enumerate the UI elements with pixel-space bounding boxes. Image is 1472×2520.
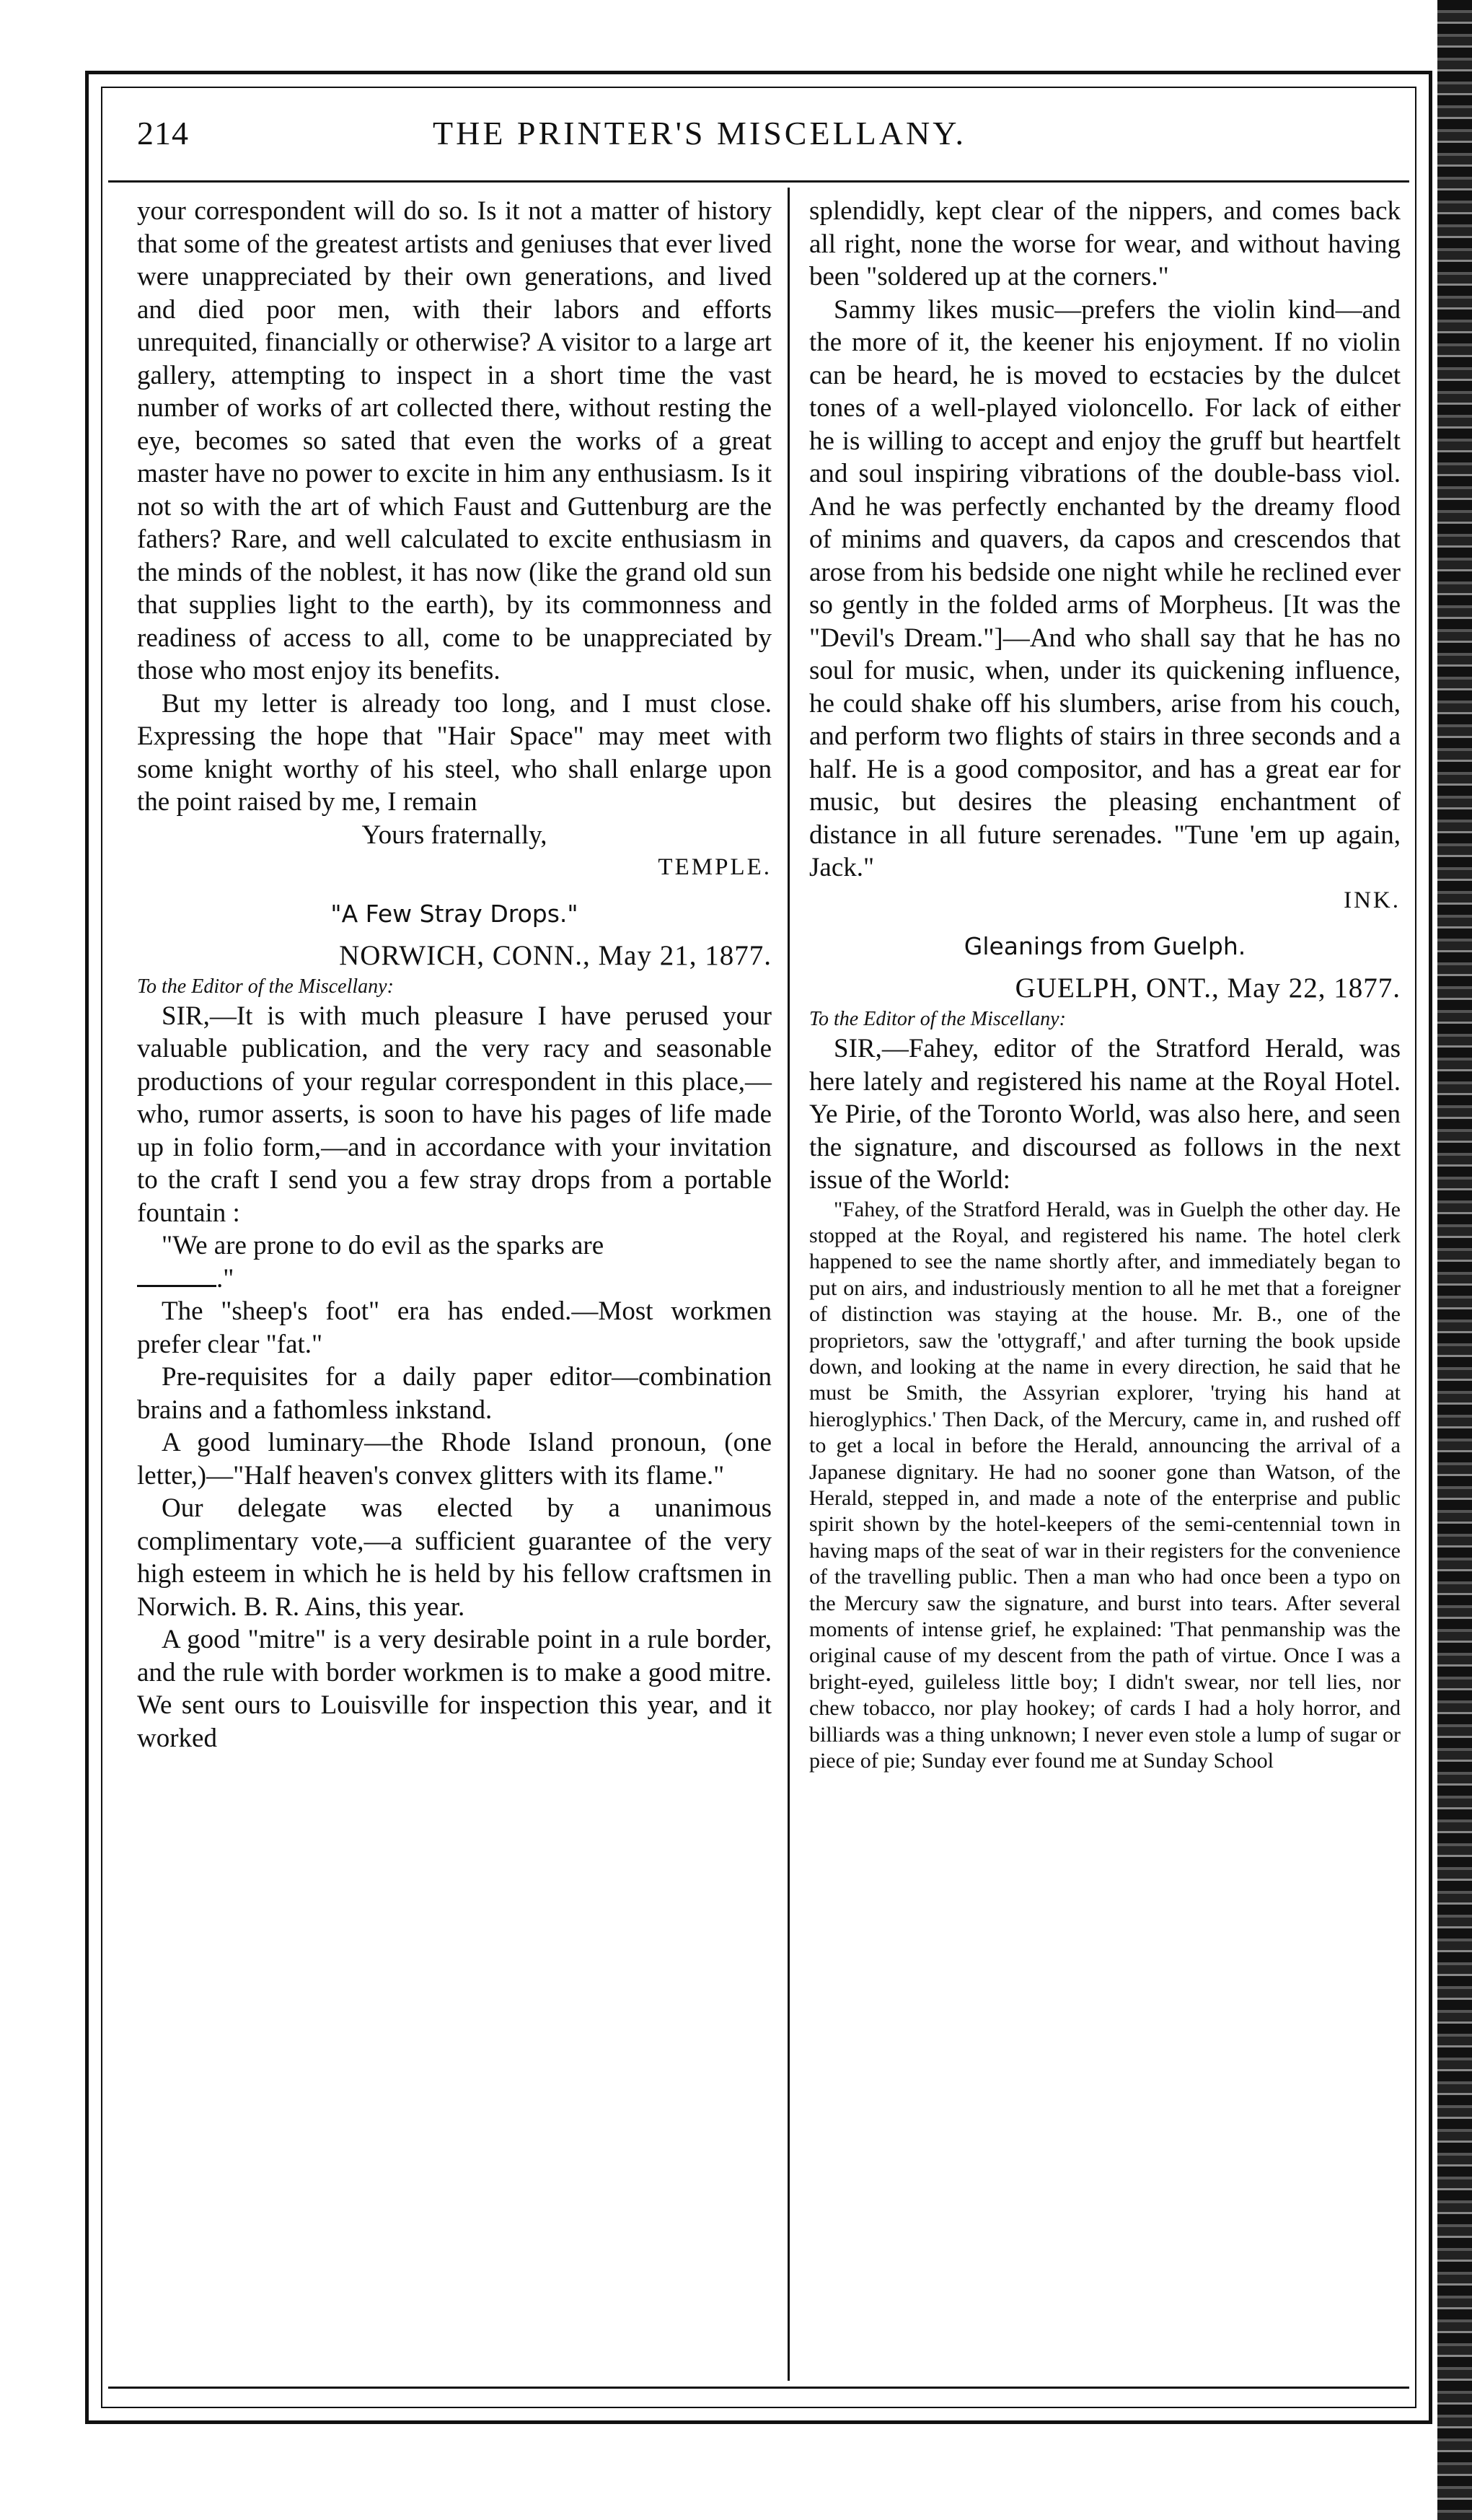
right-column: [809, 195, 1401, 1774]
paragraph: A good "mitre" is a very desirable point in a rule border, and the rule with border workmen is to make a good mitre. We sent ours to Louisville for inspection this year, and it worked: [137, 1625, 772, 1753]
quote-end: .": [216, 1263, 234, 1294]
left-column: [137, 195, 772, 1755]
paragraph: Sammy likes music—prefers the violin kind—and the more of it, the keener his enjoyment. If no violin can be heard, he is moved to ecstacies by the dulcet tones of a well-played violoncello. For lack of either he is willing to accept and enjoy the gruff but heartfelt and soul inspiring vibrations of the double-bass viol. And he was perfectly enchanted by the dreamy flood of minims and quavers, da capos and crescendos that arose from his bedside one night while he reclined ever so gently in the folded arms of Morpheus. [It was the "Devil's Dream."]—And who shall say that he has no soul for music, when, under its quickening influence, he could shake off his slumbers, arise from his couch, and perform two flights of stairs in three seconds and a half. He is a good compositor, and has a great ear for music, but desires the pleasing enchantment of distance in all future serenades. "Tune 'em up again, Jack.": [809, 294, 1401, 882]
footer-rule: [108, 2387, 1409, 2389]
running-head: THE PRINTER'S MISCELLANY.: [433, 115, 966, 152]
paragraph: SIR,—It is with much pleasure I have perused your valuable publication, and the very racy and seasonable productions of your regular correspondent in this place,—who, rumor asserts, is soon to have his pages of life made up in folio form,—and in accordance with your invitation to the craft I send you a few stray drops from a portable fountain :: [137, 1001, 772, 1228]
article-title: "A Few Stray Drops.": [330, 899, 578, 928]
header-rule: [108, 180, 1409, 183]
paragraph: Our delegate was elected by a unanimous complimentary vote,—a sufficient guarantee of the very high esteem in which he is held by his fellow craftsmen in Norwich. B. R. Ains, this year.: [137, 1493, 772, 1622]
letter-closing: Yours fraternally,: [361, 820, 547, 850]
article-title: Gleanings from Guelph.: [964, 932, 1246, 960]
paragraph: your correspondent will do so. Is it not a matter of history that some of the greatest artists and geniuses that ever lived were unappreciated by their own generations, and lived and died poor men, with their labors and efforts unrequited, financially or otherwise? A visitor to a large art gallery, attempting to inspect in a short time the vast number of works of art collected there, without resting the eye, becomes so sated that even the works of a great master have no power to excite in him any enthusiasm. Is it not so with the art of which Faust and Guttenburg are the fathers? Rare, and well calculated to excite enthusiasm in the minds of the noblest, it has now (like the grand old sun that supplies light to the earth), by its commonness and readiness of access to all, come to be unappreciated by those who most enjoy its benefits.: [137, 196, 772, 685]
addressee: To the Editor of the Miscellany:: [809, 1008, 1066, 1030]
paragraph: A good luminary—the Rhode Island pronoun, (one letter,)—"Half heaven's convex glitters with its flame.": [137, 1428, 772, 1491]
paragraph: But my letter is already too long, and I must close. Expressing the hope that "Hair Space" may meet with some knight worthy of his steel, who shall enlarge upon the point raised by me, I remain: [137, 688, 772, 817]
addressee: To the Editor of the Miscellany:: [137, 975, 394, 998]
paragraph: SIR,—Fahey, editor of the Stratford Herald, was here lately and registered his name at the Royal Hotel. Ye Pirie, of the Toronto World, was also here, and seen the signature, and discoursed as follows in the next issue of the World:: [809, 1034, 1401, 1195]
paragraph: Pre-requisites for a daily paper editor—combination brains and a fathomless inkstand.: [137, 1362, 772, 1425]
block-quote: "Fahey, of the Stratford Herald, was in Guelph the other day. He stopped at the Royal, and registered his name. The hotel clerk happened to see the name shortly after, and immediately began to put on airs, and industriously mention to all he met that a foreigner of distinction was staying at the house. Mr. B., one of the proprietors, saw the 'ottygraff,' and after turning the book upside down, and looking at the name in every direction, he said that he must be Smith, the Assyrian explorer, 'trying his hand at hieroglyphics.' Then Dack, of the Mercury, came in, and rushed off to get a local in before the Herald, announcing the arrival of a Japanese dignitary. He had no sooner gone than Watson, of the Herald, stepped in, and made a note of the enterprise and public spirit shown by the hotel-keepers of the semi-centennial town in having maps of the seat of war in their registers for the convenience of the travelling public. Then a man who had once been a typo on the Mercury saw the signature, and burst into tears. After several moments of intense grief, he explained: 'That penmanship was the original cause of my descent from the path of virtue. Once I was a bright-eyed, guileless little boy; I didn't swear, nor tell lies, nor chew tobacco, nor play hookey; of cards I had a holy horror, and billiards was a thing unknown; I never even stole a lump of sugar or piece of pie; Sunday ever found me at Sunday School: [809, 1197, 1401, 1773]
scan-edge: [1437, 0, 1472, 2520]
quote-text: "We are prone to do evil as the sparks are: [162, 1231, 604, 1260]
letter-signature: TEMPLE.: [658, 854, 772, 880]
letter-signature: INK.: [1344, 887, 1401, 913]
blank-rule: [137, 1270, 216, 1287]
dateline: GUELPH, ONT., May 22, 1877.: [1015, 973, 1401, 1004]
paragraph: The "sheep's foot" era has ended.—Most workmen prefer clear "fat.": [137, 1296, 772, 1359]
paragraph: splendidly, kept clear of the nippers, and comes back all right, none the worse for wear, and without having been "soldered up at the corners.": [809, 196, 1401, 291]
column-rule: [788, 188, 790, 2381]
page-number: 214: [137, 115, 189, 152]
dateline: NORWICH, CONN., May 21, 1877.: [339, 939, 772, 971]
paragraph: [137, 1229, 772, 1295]
